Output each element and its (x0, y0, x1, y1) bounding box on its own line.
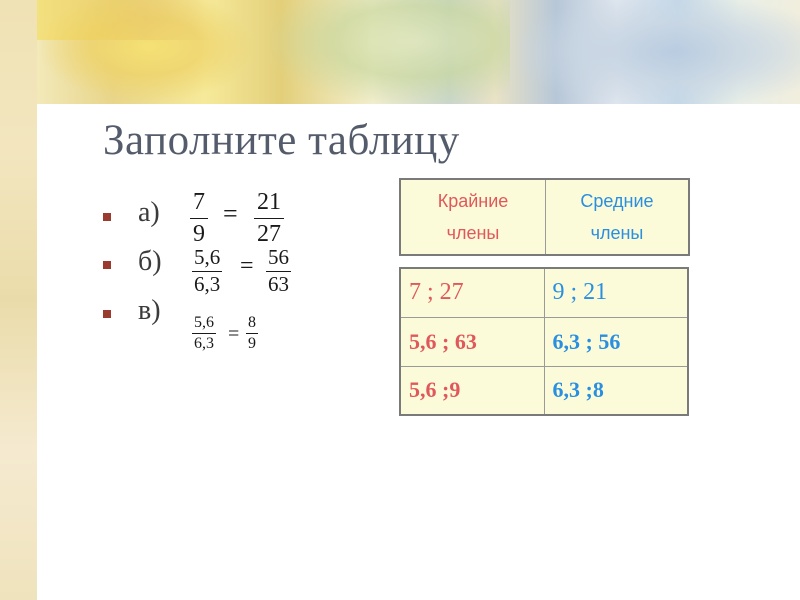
numerator: 8 (248, 314, 256, 331)
item-a-label: а) (138, 197, 160, 228)
equals-sign: = (223, 199, 238, 228)
item-c-left-fraction (192, 315, 216, 352)
slide-title: Заполните таблицу (103, 117, 460, 164)
extremes-cell: 5,6 ; 63 (400, 317, 544, 366)
decorative-leaf-highlight (37, 0, 217, 40)
item-c-right-fraction (246, 315, 258, 352)
decorative-left-strip (0, 0, 37, 600)
item-c-label: в) (138, 295, 161, 326)
item-a-right-fraction (254, 190, 284, 246)
denominator: 9 (193, 221, 205, 247)
bullet-marker (103, 213, 111, 221)
extremes-cell: 7 ; 27 (400, 268, 544, 317)
numerator: 5,6 (194, 314, 214, 331)
denominator: 27 (257, 221, 281, 247)
item-b-right-fraction (266, 247, 291, 295)
table-header (399, 178, 690, 256)
denominator: 6,3 (194, 335, 214, 352)
item-b-label: б) (138, 246, 162, 277)
item-a-left-fraction (190, 190, 208, 246)
decorative-leaf-highlight (270, 0, 510, 104)
table-row (400, 366, 688, 415)
header-extremes-line2: члены (446, 223, 500, 243)
equals-sign: = (240, 253, 254, 279)
numerator: 5,6 (194, 245, 221, 269)
table-row (400, 317, 688, 366)
header-means (546, 180, 688, 254)
means-cell: 6,3 ;8 (544, 366, 688, 415)
denominator: 6,3 (194, 272, 221, 296)
extremes-cell: 5,6 ;9 (400, 366, 544, 415)
bullet-marker (103, 261, 111, 269)
table-row (400, 268, 688, 317)
header-means-line1: Средние (580, 191, 654, 211)
decorative-leaf-highlight (520, 0, 800, 104)
bullet-marker (103, 310, 111, 318)
header-extremes (401, 180, 546, 254)
means-cell: 9 ; 21 (544, 268, 688, 317)
numerator: 56 (268, 245, 289, 269)
numerator: 21 (257, 189, 281, 215)
numerator: 7 (193, 189, 205, 215)
equals-sign: = (228, 323, 240, 345)
denominator: 9 (248, 335, 256, 352)
means-cell: 6,3 ; 56 (544, 317, 688, 366)
denominator: 63 (268, 272, 289, 296)
header-means-line2: члены (590, 223, 644, 243)
item-b-left-fraction (192, 247, 222, 295)
header-extremes-line1: Крайние (437, 191, 509, 211)
proportion-table (399, 267, 689, 416)
